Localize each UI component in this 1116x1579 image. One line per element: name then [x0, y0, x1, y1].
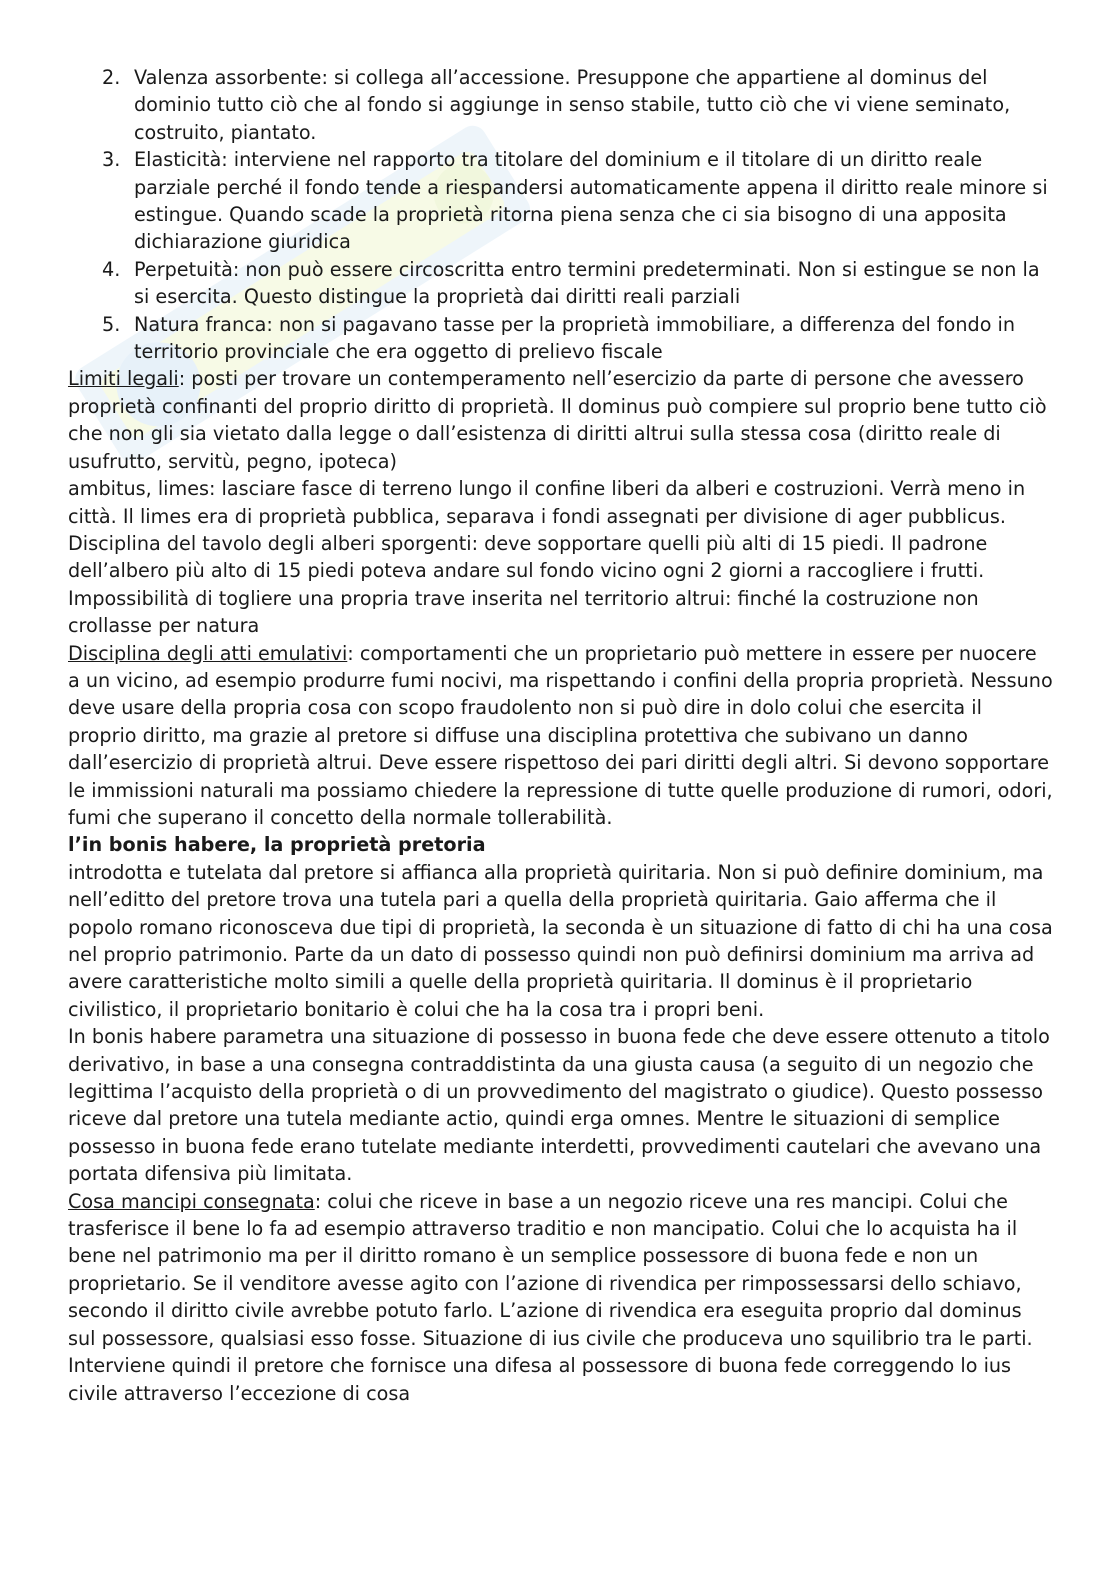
- paragraph-pretoria-2: In bonis habere parametra una situazione di possesso in buona fede che deve essere ottenuto a titolo derivativo, in base a una consegna contraddistinta da una giusta causa (a seguito di un negozio che legittima l’acquisto della proprietà o di un provvedimento del magistrato o giudice). Questo possesso riceve dal pretore una tutela mediante actio, quindi erga omnes. Mentre le situazioni di semplice possesso in buona fede erano tutelate mediante interdetti, provvedimenti cautelari che avevano una portata difensiva più limitata.: [68, 1025, 1050, 1186]
- list-text: Natura franca: non si pagavano tasse per la proprietà immobiliare, a differenza del fondo in territorio provinciale che era oggetto di prelievo fiscale: [134, 312, 1016, 364]
- list-number: 5.: [102, 312, 121, 336]
- list-text: Perpetuità: non può essere circoscritta entro termini predeterminati. Non si estingue se non la si esercita. Questo distingue la proprietà dai diritti reali parziali: [134, 257, 1040, 309]
- paragraph-pretoria-1: introdotta e tutelata dal pretore si affianca alla proprietà quiritaria. Non si può definire dominium, ma nell’editto del pretore trova una tutela pari a quella della proprietà quiritaria. Gaio afferma che il popolo romano riconosceva due tipi di proprietà, la seconda è un situazione di fatto di chi ha una cosa nel proprio patrimonio. Parte da un dato di possesso quindi non può definirsi dominium ma arriva ad avere caratteristiche molto simili a quelle della proprietà quiritaria. Il dominus è il proprietario civilistico, il proprietario bonitario è colui che ha la cosa tra i propri beni.: [68, 860, 1053, 1021]
- paragraph-ambitus: ambitus, limes: lasciare fasce di terreno lungo il confine liberi da alberi e costruzioni. Verrà meno in città. Il limes era di proprietà pubblica, separava i fondi assegnati per divisione di ager pubblicus.: [68, 477, 1026, 528]
- paragraph-text: : comportamenti che un proprietario può mettere in essere per nuocere a un vicino, ad esempio produrre fumi nocivi, ma rispettando i confini della propria proprietà. Nessuno deve usare della propria cosa con scopo fraudolento non si può dire in dolo colui che esercita il proprio diritto, ma grazie al pretore si diffuse una disciplina protettiva che subivano un danno dall’esercizio di proprietà altrui. Deve essere rispettoso dei pari diritti degli altri. Si devono sopportare le immissioni naturali ma possiamo chiedere la repressione di tutte quelle produzione di rumori, odori, fumi che superano il concetto della normale tollerabilità.: [68, 641, 1053, 829]
- paragraph-trave: Impossibilità di togliere una propria trave inserita nel territorio altrui: finché la costruzione non crollasse per natura: [68, 586, 979, 638]
- list-item: [68, 146, 1053, 256]
- document-page: [68, 64, 1053, 1407]
- paragraph-text: : colui che riceve in base a un negozio riceve una res mancipi. Colui che trasferisce il bene lo fa ad esempio attraverso traditio e non mancipatio. Colui che lo acquista ha il bene nel patrimonio ma per il diritto romano è un semplice possessore di buona fede e non un proprietario. Se il venditore avesse agito con l’azione di rivendica per rimpossessarsi dello schiavo, secondo il diritto civile avrebbe potuto farlo. L’azione di rivendica era eseguita proprio dal dominus sul possessore, qualsiasi esso fosse. Situazione di ius civile che produceva uno squilibrio tra le parti. Interviene quindi il pretore che fornisce una difesa al possessore di buona fede correggendo lo ius civile attraverso l’eccezione di cosa: [68, 1189, 1033, 1405]
- paragraph-limiti-legali: [68, 365, 1053, 475]
- paragraph-text: : posti per trovare un contemperamento nell’esercizio da parte di persone che avessero proprietà confinanti del proprio diritto di proprietà. Il dominus può compiere sul proprio bene tutto ciò che non gli sia vietato dalla legge o dall’esistenza di diritti altrui sulla stessa cosa (diritto reale di usufrutto, servitù, pegno, ipoteca): [68, 367, 1047, 473]
- list-item: [68, 64, 1053, 146]
- list-item: [68, 256, 1053, 311]
- paragraph-cosa-mancipi: [68, 1188, 1053, 1407]
- term-limiti-legali: Limiti legali: [68, 367, 179, 391]
- list-item: [68, 311, 1053, 366]
- list-number: 2.: [102, 66, 121, 89]
- numbered-list: [68, 64, 1053, 365]
- list-number: 3.: [102, 148, 121, 172]
- term-atti-emulativi: Disciplina degli atti emulativi: [68, 641, 348, 665]
- list-text: Elasticità: interviene nel rapporto tra titolare del dominium e il titolare di un diritto reale parziale perché il fondo tende a riespandersi automaticamente appena il diritto reale minore si estingue. Quando scade la proprietà ritorna piena senza che ci sia bisogno di una apposita dichiarazione giuridica: [134, 148, 1048, 254]
- paragraph-atti-emulativi: [68, 640, 1053, 832]
- term-cosa-mancipi: Cosa mancipi consegnata: [68, 1189, 315, 1213]
- list-number: 4.: [102, 257, 121, 281]
- list-text: Valenza assorbente: si collega all’accessione. Presuppone che appartiene al dominus del dominio tutto ciò che al fondo si aggiunge in senso stabile, tutto ciò che vi viene seminato, costruito, piantato.: [134, 66, 1011, 144]
- paragraph-alberi: Disciplina del tavolo degli alberi sporgenti: deve sopportare quelli più alti di 15 piedi. Il padrone dell’albero più alto di 15 piedi poteva andare sul fondo vicino ogni 2 giorni a raccogliere i frutti.: [68, 531, 988, 583]
- section-heading: l’in bonis habere, la proprietà pretoria: [68, 833, 486, 857]
